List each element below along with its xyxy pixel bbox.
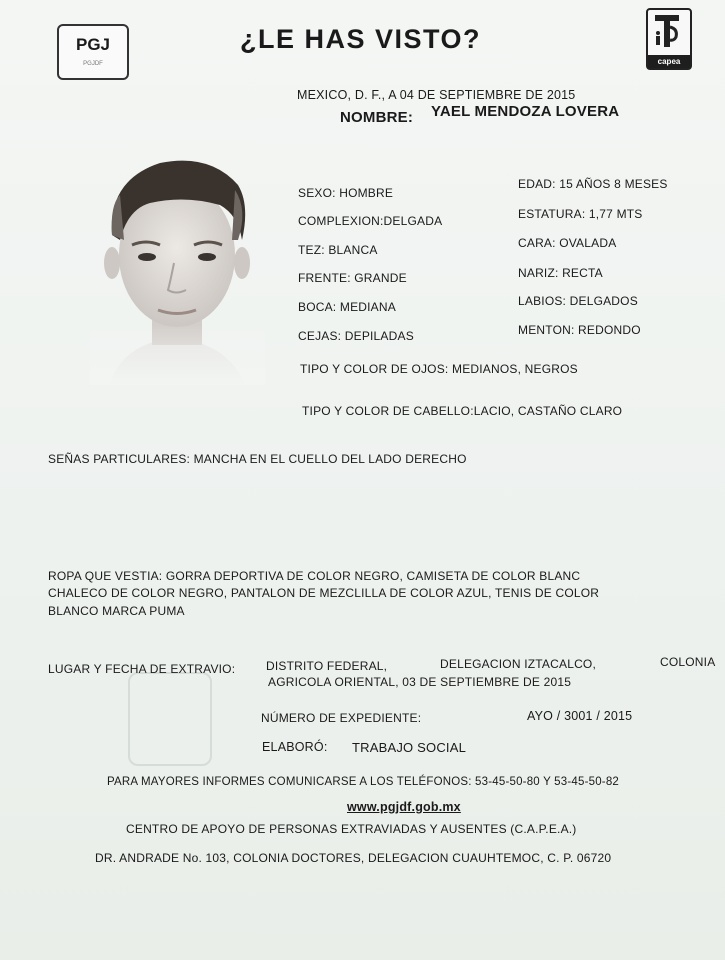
lugar-part-2: DELEGACION IZTACALCO, (440, 657, 597, 671)
pgj-logo (57, 24, 129, 80)
trait-edad: EDAD: 15 AÑOS 8 MESES (518, 177, 668, 191)
footer-centro: CENTRO DE APOYO DE PERSONAS EXTRAVIADAS Y AUSENTES (C.A.P.E.A.) (126, 822, 577, 836)
trait-menton: MENTON: REDONDO (518, 323, 641, 337)
place-date: MEXICO, D. F., A 04 DE SEPTIEMBRE DE 2015 (297, 88, 576, 102)
senas-particulares: SEÑAS PARTICULARES: MANCHA EN EL CUELLO DEL LADO DERECHO (48, 452, 467, 466)
person-photo (90, 145, 265, 385)
elaboro-value: TRABAJO SOCIAL (352, 740, 467, 755)
trait-nariz: NARIZ: RECTA (518, 266, 603, 280)
capea-logo (646, 8, 692, 70)
trait-cejas: CEJAS: DEPILADAS (298, 329, 414, 343)
trait-tez: TEZ: BLANCA (298, 243, 378, 257)
name-label: NOMBRE: (340, 109, 414, 126)
pgj-logo-text: PGJ (75, 35, 111, 54)
faded-stamp (128, 672, 212, 766)
capea-logo-text: capea (648, 55, 690, 68)
lugar-part-3: COLONIA (660, 655, 716, 669)
ropa-line-2: CHALECO DE COLOR NEGRO, PANTALON DE MEZCLILLA DE COLOR AZUL, TENIS DE COLOR (48, 586, 600, 600)
name-value: YAEL MENDOZA LOVERA (431, 103, 620, 120)
ropa-line-1: ROPA QUE VESTIA: GORRA DEPORTIVA DE COLOR NEGRO, CAMISETA DE COLOR BLANC (48, 569, 581, 583)
footer-website-link[interactable]: www.pgjdf.gob.mx (347, 800, 461, 814)
trait-labios: LABIOS: DELGADOS (518, 294, 638, 308)
expediente-label: NÚMERO DE EXPEDIENTE: (261, 711, 422, 725)
trait-boca: BOCA: MEDIANA (298, 300, 396, 314)
trait-frente: FRENTE: GRANDE (298, 271, 407, 285)
footer-telefonos: PARA MAYORES INFORMES COMUNICARSE A LOS TELÉFONOS: 53-45-50-80 Y 53-45-50-82 (107, 776, 620, 788)
lugar-label: LUGAR Y FECHA DE EXTRAVIO: (48, 662, 236, 676)
trait-sexo: SEXO: HOMBRE (298, 186, 394, 200)
trait-complexion: COMPLEXION:DELGADA (298, 214, 443, 228)
trait-cara: CARA: OVALADA (518, 236, 617, 250)
trait-ojos: TIPO Y COLOR DE OJOS: MEDIANOS, NEGROS (300, 362, 578, 376)
pgj-logo-subtext: PGJDF (83, 61, 103, 67)
footer-direccion: DR. ANDRADE No. 103, COLONIA DOCTORES, DELEGACION CUAUHTEMOC, C. P. 06720 (95, 851, 612, 865)
lugar-line-2: AGRICOLA ORIENTAL, 03 DE SEPTIEMBRE DE 2015 (268, 675, 572, 689)
ropa-line-3: BLANCO MARCA PUMA (48, 604, 185, 618)
elaboro-label: ELABORÓ: (262, 740, 328, 754)
trait-cabello: TIPO Y COLOR DE CABELLO:LACIO, CASTAÑO CLARO (302, 404, 623, 418)
trait-estatura: ESTATURA: 1,77 MTS (518, 207, 643, 221)
capea-emblem-icon (652, 13, 682, 51)
flyer-title: ¿LE HAS VISTO? (240, 24, 482, 54)
expediente-value: AYO / 3001 / 2015 (527, 709, 633, 723)
lugar-part-1: DISTRITO FEDERAL, (266, 659, 388, 673)
